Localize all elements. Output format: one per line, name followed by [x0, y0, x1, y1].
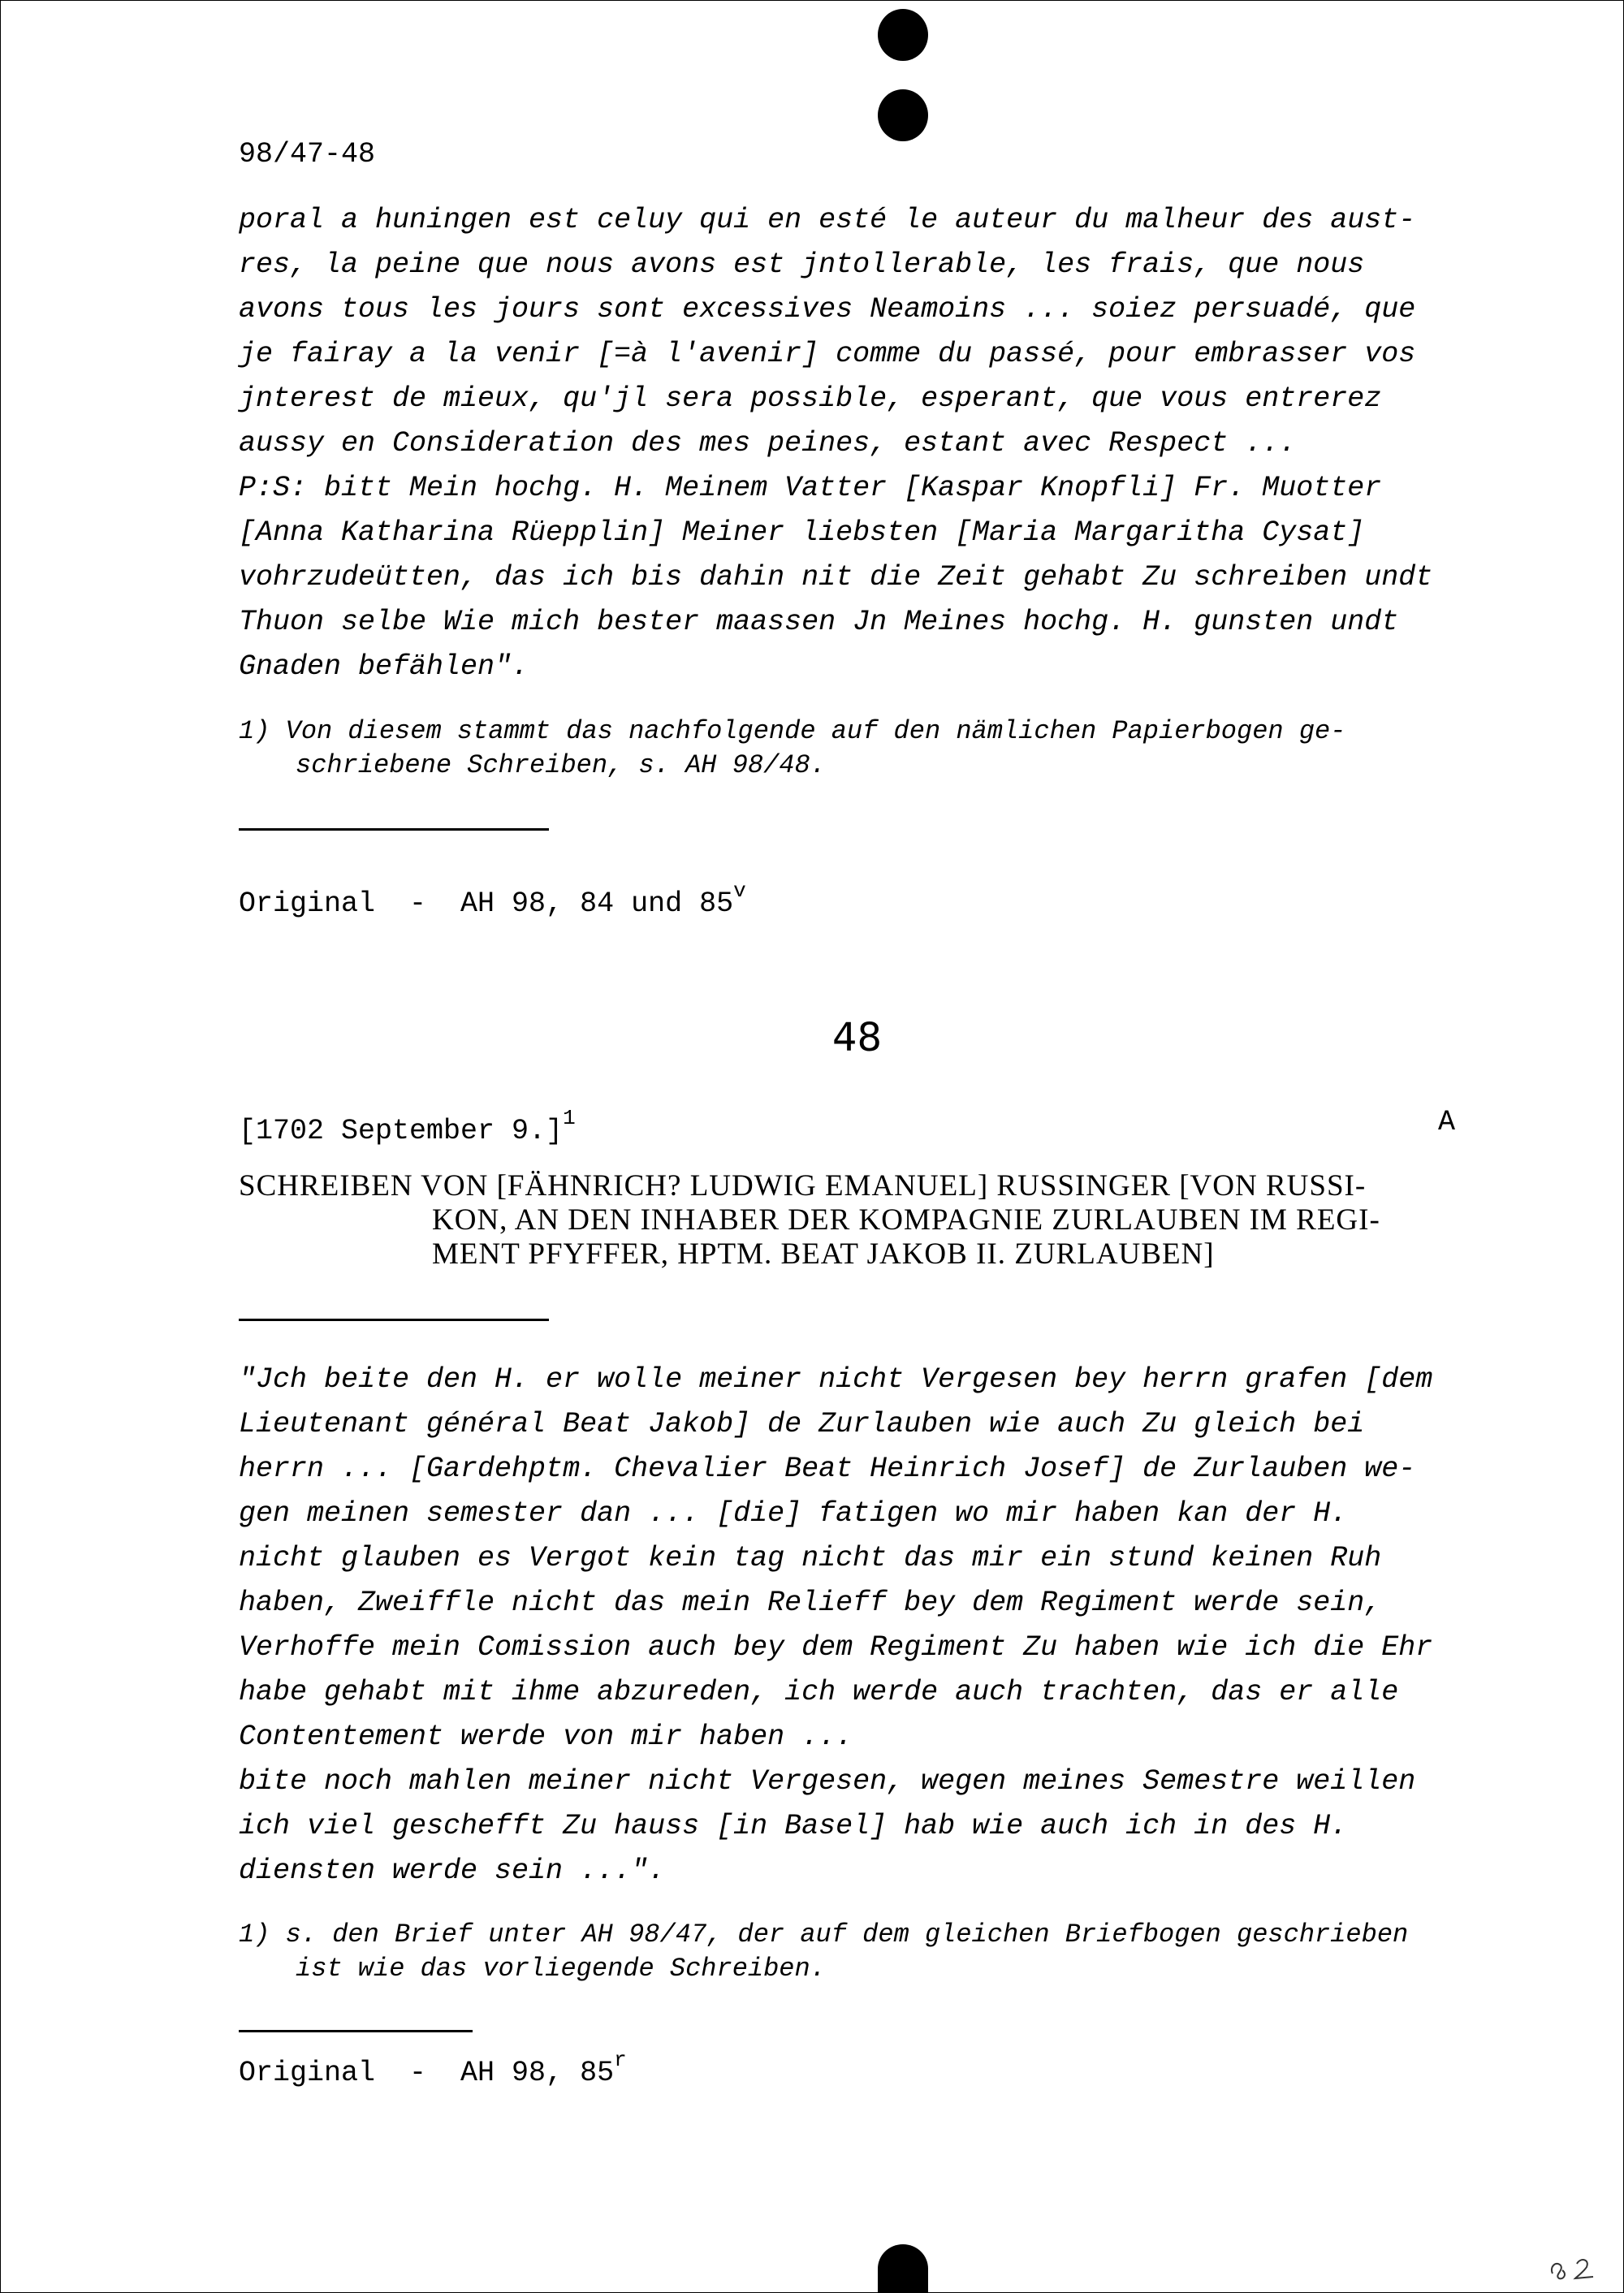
- footnote-line: 1) s. den Brief unter AH 98/47, der auf dem gleichen Briefbogen geschrieben: [239, 1919, 1409, 1950]
- letter2-text: [239, 1358, 1481, 1894]
- letter2-marker: A: [1438, 1106, 1456, 1138]
- title-line: MENT PFYFFER, HPTM. BEAT JAKOB II. ZURLAUBEN]: [432, 1237, 1215, 1271]
- text-line: gen meinen semester dan ... [die] fatigen wo mir haben kan der H.: [239, 1497, 1348, 1530]
- divider: [239, 1319, 549, 1321]
- title-line: SCHREIBEN VON [FÄHNRICH? LUDWIG EMANUEL] RUSSINGER [VON RUSSI-: [239, 1169, 1367, 1203]
- text-line: ich viel geschefft Zu hauss [in Basel] hab wie auch ich in des H.: [239, 1810, 1348, 1842]
- text-line: Thuon selbe Wie mich bester maassen Jn Meines hochg. H. gunsten undt: [239, 606, 1399, 638]
- superscript: v: [733, 879, 746, 903]
- text-line: "Jch beite den H. er wolle meiner nicht Vergesen bey herrn grafen [dem: [239, 1363, 1433, 1396]
- footnote-line: 1) Von diesem stammt das nachfolgende auf den nämlichen Papierbogen ge-: [239, 716, 1346, 746]
- footnote-line: schriebene Schreiben, s. AH 98/48.: [296, 750, 826, 780]
- punch-hole: [878, 9, 928, 61]
- text-line: jnterest de mieux, qu'jl sera possible, esperant, que vous entrerez: [239, 382, 1382, 415]
- text-line: avons tous les jours sont excessives Neamoins ... soiez persuadé, que: [239, 293, 1416, 326]
- letter1-original-source: [239, 879, 1481, 920]
- text-line: [Anna Katharina Rüepplin] Meiner liebsten [Maria Margaritha Cysat]: [239, 516, 1365, 549]
- superscript: r: [614, 2048, 627, 2072]
- text-line: bite noch mahlen meiner nicht Vergesen, wegen meines Semestre weillen: [239, 1765, 1416, 1798]
- text-line: diensten werde sein ...".: [239, 1855, 666, 1887]
- original-label: Original - AH 98, 84 und 85: [239, 887, 734, 920]
- letter2-original-source: [239, 2048, 1481, 2089]
- text-line: P:S: bitt Mein hochg. H. Meinem Vatter [Kaspar Knopfli] Fr. Muotter: [239, 472, 1382, 504]
- footnote-line: ist wie das vorliegende Schreiben.: [296, 1954, 826, 1984]
- document-number: 48: [832, 1015, 883, 1060]
- text-line: herrn ... [Gardehptm. Chevalier Beat Heinrich Josef] de Zurlauben we-: [239, 1453, 1416, 1485]
- text-line: aussy en Consideration des mes peines, estant avec Respect ...: [239, 427, 1297, 460]
- text-line: habe gehabt mit ihme abzureden, ich werde auch trachten, das er alle: [239, 1676, 1399, 1708]
- handwritten-page-note: [1546, 2249, 1603, 2282]
- text-line: Gnaden befählen".: [239, 650, 529, 683]
- text-line: poral a huningen est celuy qui en esté le auteur du malheur des aust-: [239, 204, 1416, 236]
- text-line: Lieutenant général Beat Jakob] de Zurlauben wie auch Zu gleich bei: [239, 1408, 1365, 1440]
- footnote-marker: 1: [563, 1106, 576, 1130]
- text-line: Verhoffe mein Comission auch bey dem Regiment Zu haben wie ich die Ehr: [239, 1631, 1433, 1664]
- letter1-text: [239, 198, 1481, 689]
- text-line: haben, Zweiffle nicht das mein Relieff bey dem Regiment werde sein,: [239, 1587, 1382, 1619]
- archive-reference: 98/47-48: [239, 138, 376, 171]
- text-line: nicht glauben es Vergot kein tag nicht das mir ein stund keinen Ruh: [239, 1542, 1382, 1574]
- date-text: [1702 September 9.]: [239, 1115, 564, 1147]
- letter2-footnote: [239, 1918, 1481, 1986]
- title-line: KON, AN DEN INHABER DER KOMPAGNIE ZURLAUBEN IM REGI-: [432, 1203, 1380, 1237]
- text-line: res, la peine que nous avons est jntollerable, les frais, que nous: [239, 248, 1365, 281]
- letter2-title: [239, 1169, 1481, 1272]
- original-label: Original - AH 98, 85: [239, 2057, 615, 2089]
- letter1-footnote: [239, 715, 1481, 783]
- divider: [239, 828, 549, 831]
- divider: [239, 2030, 473, 2032]
- letter2-date: [239, 1106, 1481, 1147]
- punch-hole: [878, 2244, 928, 2293]
- punch-hole: [878, 89, 928, 141]
- text-line: vohrzudeütten, das ich bis dahin nit die Zeit gehabt Zu schreiben undt: [239, 561, 1433, 594]
- text-line: Contentement werde von mir haben ...: [239, 1721, 853, 1753]
- text-line: je fairay a la venir [=à l'avenir] comme du passé, pour embrasser vos: [239, 338, 1416, 370]
